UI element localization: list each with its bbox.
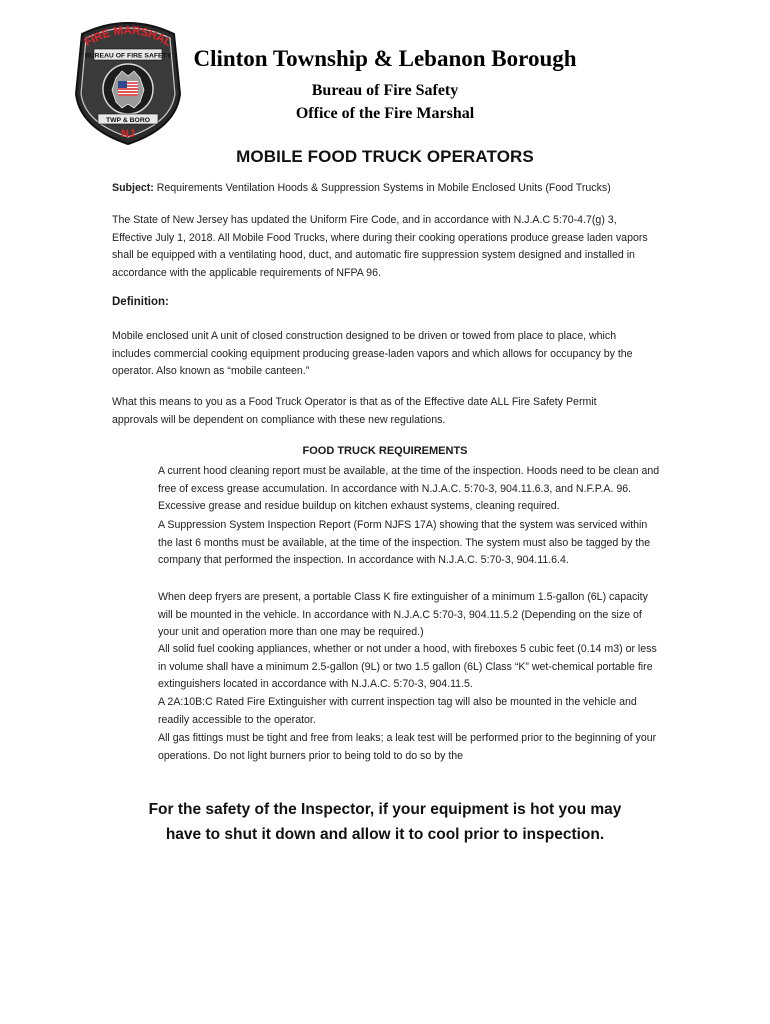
safety-notice-line-1: For the safety of the Inspector, if your equipment is hot you may (148, 801, 622, 818)
subject-text: Requirements Ventilation Hoods & Suppression Systems in Mobile Enclosed Units (Food Trucks) (156, 182, 611, 194)
logo-banner-text: BUREAU OF FIRE SAFETY (84, 52, 172, 60)
header-title: Clinton Township & Lebanon Borough (193, 46, 577, 71)
logo-lower-banner-text: TWP & BORO (105, 117, 151, 124)
subject-line (112, 180, 672, 198)
logo-state-text: NJ (120, 128, 136, 140)
logo-top-arc-text: FIRE MARSHAL (82, 24, 174, 50)
subject-label: Subject: (112, 182, 154, 194)
meaning-paragraph: What this means to you as a Food Truck Operator is that as of the Effective date ALL Fire Safety Permit approvals will be dependent on compliance with these new regulations. (112, 396, 597, 426)
requirement-item: A Suppression System Inspection Report (Form NJFS 17A) showing that the system was serviced within the last 6 months must be available, at the time of the inspection. The system must also be tagged by the company that performed the inspection. In accordance with N.J.A.C. 5:70-3, 904.11.6.4. (158, 519, 651, 567)
definition-heading: Definition: (112, 296, 169, 308)
intro-paragraph: The State of New Jersey has updated the Uniform Fire Code, and in accordance with N.J.A.C 5:70-4.7(g) 3, Effective July 1, 2018. All Mobile Food Trucks, where during their cooking operations produce grease laden vapors shall be equipped with a ventilating hood, duct, and automatic fire suppression system designed and installed in accordance with the applicable requirements of NFPA 96. (112, 214, 648, 279)
fire-marshal-badge-logo (72, 16, 184, 148)
requirement-item: When deep fryers are present, a portable Class K fire extinguisher of a minimum 1.5-gallon (6L) capacity will be mounted in the vehicle. In accordance with N.J.A.C 5:70-3, 904.11.5.2 (Depending on the size of your unit and operation more than one may be required.) (158, 591, 648, 639)
requirements-heading: FOOD TRUCK REQUIREMENTS (302, 445, 468, 457)
header-bureau: Bureau of Fire Safety (311, 82, 459, 99)
page-title: MOBILE FOOD TRUCK OPERATORS (236, 147, 534, 166)
header-office: Office of the Fire Marshal (295, 105, 475, 122)
requirement-item: A current hood cleaning report must be available, at the time of the inspection. Hoods need to be clean and free of excess grease accumulation. In accordance with N.J.A.C. 5:70-3, 904.11.6.3, and N.F.P.A. 96. Excessive grease and residue buildup on kitchen exhaust systems, cleaning required. (158, 465, 660, 513)
requirement-item: All gas fittings must be tight and free from leaks; a leak test will be performed prior to the beginning of your operations. Do not light burners prior to being told to do so by the (158, 732, 657, 762)
safety-notice (110, 797, 660, 847)
safety-notice-line-2: have to shut it down and allow it to cool prior to inspection. (165, 826, 605, 843)
definition-paragraph: Mobile enclosed unit A unit of closed construction designed to be driven or towed from place to place, which includes commercial cooking equipment producing grease-laden vapors and which allows for occupancy by the operator. Also known as “mobile canteen.” (112, 330, 633, 378)
requirement-item: All solid fuel cooking appliances, whether or not under a hood, with fireboxes 5 cubic feet (0.14 m3) or less in volume shall have a minimum 2.5-gallon (9L) or two 1.5 gallon (6L) Class “K” wet-chemical portable fire extinguishers located in accordance with N.J.A.C. 5:70-3, 904.11.5. (158, 643, 657, 691)
requirement-item: A 2A:10B:C Rated Fire Extinguisher with current inspection tag will also be mounted in the vehicle and readily accessible to the operator. (158, 696, 637, 726)
